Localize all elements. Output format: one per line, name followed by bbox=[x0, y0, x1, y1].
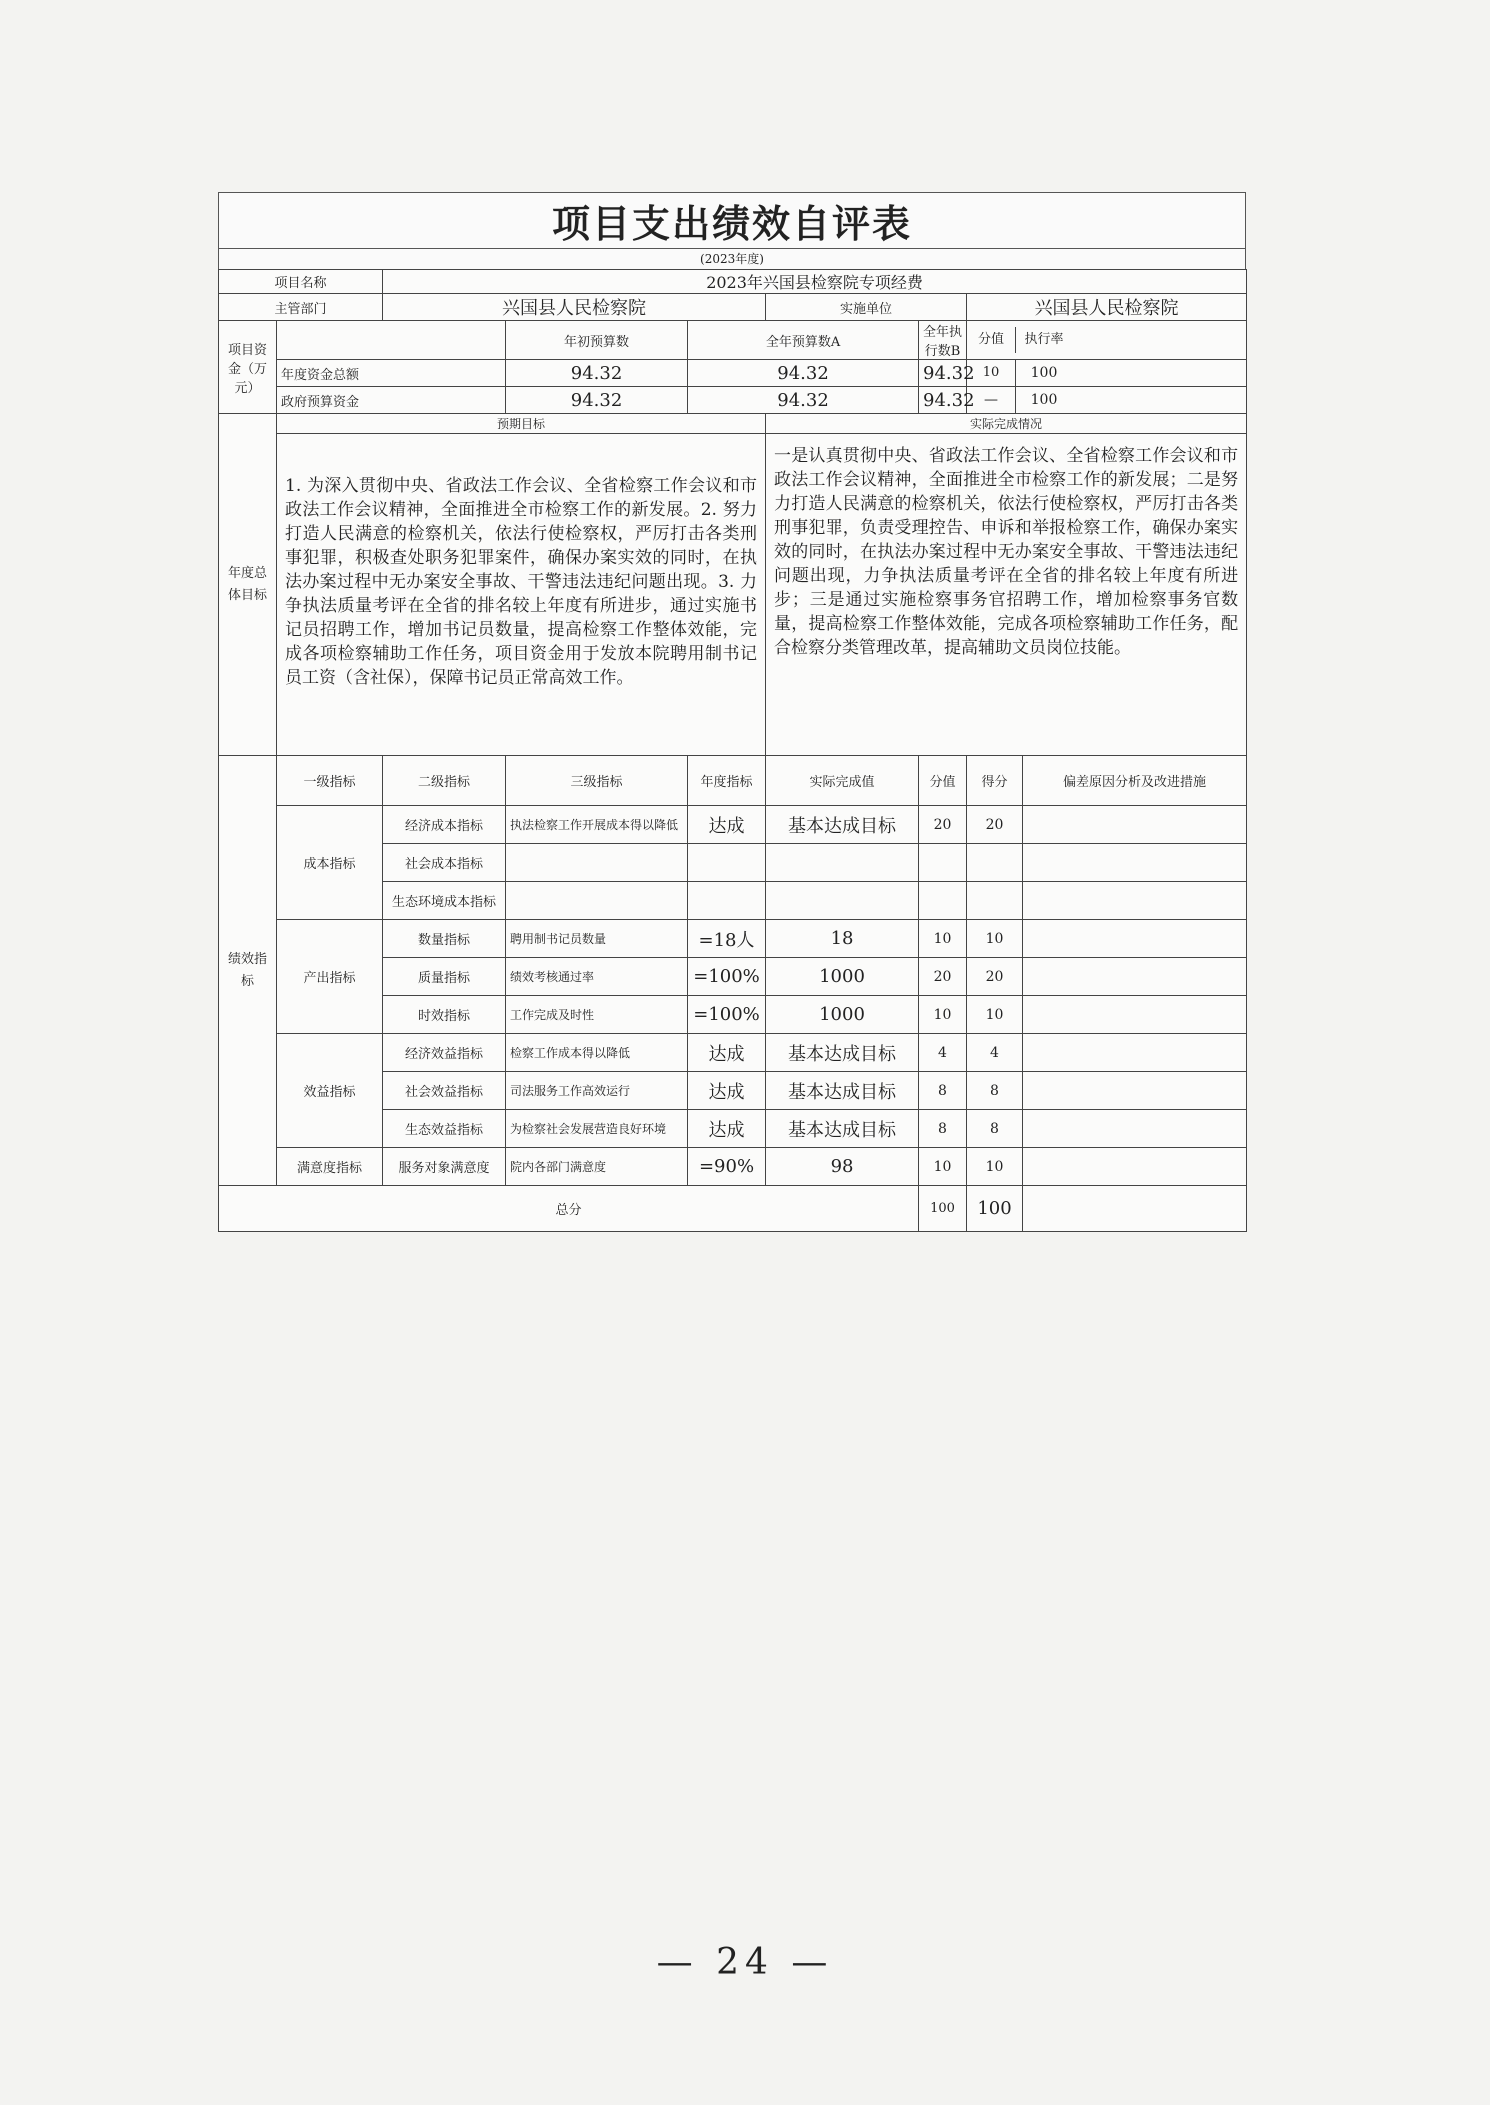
evaluation-form bbox=[218, 192, 1246, 1232]
score-cell: 20 bbox=[967, 806, 1023, 844]
funds-row-annual: 94.32 bbox=[688, 387, 919, 414]
impl-label: 实施单位 bbox=[766, 294, 967, 321]
form-table bbox=[218, 269, 1247, 1232]
dept-value: 兴国县人民检察院 bbox=[383, 294, 766, 321]
weight-cell: 20 bbox=[919, 806, 967, 844]
funds-row bbox=[219, 360, 1247, 387]
funds-row-executed: 94.32 bbox=[919, 387, 967, 414]
header-actual: 实际完成值 bbox=[766, 756, 919, 806]
funds-row-rate: 100 bbox=[1030, 392, 1058, 408]
indicator-row bbox=[219, 1034, 1247, 1072]
title-box bbox=[218, 192, 1246, 248]
funds-row-weight: — bbox=[967, 387, 1016, 413]
l3-cell: 工作完成及时性 bbox=[506, 996, 688, 1034]
target-cell bbox=[688, 844, 766, 882]
funds-row-name: 年度资金总额 bbox=[277, 360, 506, 387]
indicator-row bbox=[219, 1148, 1247, 1186]
score-cell: 10 bbox=[967, 1148, 1023, 1186]
group-satisfaction: 满意度指标 bbox=[277, 1148, 383, 1186]
score-cell: 10 bbox=[967, 996, 1023, 1034]
l2-cell: 经济效益指标 bbox=[383, 1034, 506, 1072]
actual-cell: 基本达成目标 bbox=[766, 1110, 919, 1148]
l2-cell: 生态环境成本指标 bbox=[383, 882, 506, 920]
weight-cell: 4 bbox=[919, 1034, 967, 1072]
weight-cell bbox=[919, 844, 967, 882]
score-cell: 4 bbox=[967, 1034, 1023, 1072]
funds-row-split bbox=[967, 387, 1247, 414]
weight-cell: 20 bbox=[919, 958, 967, 996]
group-benefit: 效益指标 bbox=[277, 1034, 383, 1148]
project-name-label: 项目名称 bbox=[219, 270, 383, 294]
score-cell bbox=[967, 844, 1023, 882]
funds-row-split bbox=[967, 360, 1247, 387]
header-reason: 偏差原因分析及改进措施 bbox=[1023, 756, 1247, 806]
l3-cell: 执法检察工作开展成本得以降低 bbox=[506, 806, 688, 844]
expected-header: 预期目标 bbox=[277, 414, 766, 434]
page-number: — 24 — bbox=[656, 1942, 834, 1983]
total-score: 100 bbox=[967, 1186, 1023, 1232]
funds-row-executed: 94.32 bbox=[919, 360, 967, 387]
funds-row-weight: 10 bbox=[967, 360, 1016, 386]
reason-cell bbox=[1023, 844, 1247, 882]
goals-row bbox=[219, 434, 1247, 756]
page-title: 项目支出绩效自评表 bbox=[551, 202, 912, 246]
weight-cell: 10 bbox=[919, 1148, 967, 1186]
actual-header: 实际完成情况 bbox=[766, 414, 1247, 434]
header-l3: 三级指标 bbox=[506, 756, 688, 806]
total-weight: 100 bbox=[919, 1186, 967, 1232]
header-l1: 一级指标 bbox=[277, 756, 383, 806]
indicator-row bbox=[219, 806, 1247, 844]
reason-cell bbox=[1023, 1072, 1247, 1110]
funds-header-annual: 全年预算数A bbox=[688, 321, 919, 360]
l3-cell bbox=[506, 844, 688, 882]
header-weight: 分值 bbox=[919, 756, 967, 806]
expected-goal-text: 1. 为深入贯彻中央、省政法工作会议、全省检察工作会议和市政法工作会议精神，全面推进全市检察工作的新发展。2. 努力打造人民满意的检察机关，依法行使检察权，严厉打击各类刑事犯罪，积极查处职务犯罪案件，确保办案实效的同时，在执法办案过程中无办案安全事故、干警违法违纪问题出现。3. 力争执法质量考评在全省的排名较上年度有所进步，通过实施书记员招聘工作，增加书记员数量，提高检察工作整体效能，完成各项检察辅助工作任务，项目资金用于发放本院聘用制书记员工资（含社保），保障书记员正常高效工作。 bbox=[277, 434, 766, 756]
header-l2: 二级指标 bbox=[383, 756, 506, 806]
l2-cell: 经济成本指标 bbox=[383, 806, 506, 844]
reason-cell bbox=[1023, 1110, 1247, 1148]
funds-header-row bbox=[219, 321, 1247, 360]
total-reason bbox=[1023, 1186, 1247, 1232]
target-cell: =100% bbox=[688, 958, 766, 996]
funds-row-initial: 94.32 bbox=[506, 387, 688, 414]
l2-cell: 生态效益指标 bbox=[383, 1110, 506, 1148]
target-cell: =18人 bbox=[688, 920, 766, 958]
l2-cell: 数量指标 bbox=[383, 920, 506, 958]
indicator-row bbox=[219, 920, 1247, 958]
weight-cell: 10 bbox=[919, 996, 967, 1034]
score-cell: 20 bbox=[967, 958, 1023, 996]
actual-cell: 基本达成目标 bbox=[766, 1034, 919, 1072]
weight-cell: 10 bbox=[919, 920, 967, 958]
reason-cell bbox=[1023, 996, 1247, 1034]
total-label: 总分 bbox=[219, 1186, 919, 1232]
score-cell bbox=[967, 882, 1023, 920]
target-cell: =100% bbox=[688, 996, 766, 1034]
score-cell: 10 bbox=[967, 920, 1023, 958]
target-cell: 达成 bbox=[688, 806, 766, 844]
score-cell: 8 bbox=[967, 1110, 1023, 1148]
impl-value: 兴国县人民检察院 bbox=[967, 294, 1247, 321]
reason-cell bbox=[1023, 882, 1247, 920]
target-cell bbox=[688, 882, 766, 920]
funds-header-split bbox=[967, 321, 1247, 360]
l3-cell: 检察工作成本得以降低 bbox=[506, 1034, 688, 1072]
total-row bbox=[219, 1186, 1247, 1232]
goals-header-row bbox=[219, 414, 1247, 434]
l2-cell: 服务对象满意度 bbox=[383, 1148, 506, 1186]
l3-cell: 绩效考核通过率 bbox=[506, 958, 688, 996]
actual-cell: 基本达成目标 bbox=[766, 806, 919, 844]
l2-cell: 社会成本指标 bbox=[383, 844, 506, 882]
weight-cell bbox=[919, 882, 967, 920]
funds-row-annual: 94.32 bbox=[688, 360, 919, 387]
funds-header-initial: 年初预算数 bbox=[506, 321, 688, 360]
actual-result-text: 一是认真贯彻中央、省政法工作会议、全省检察工作会议和市政法工作会议精神，全面推进全市检察工作的新发展；二是努力打造人民满意的检察机关，依法行使检察权，严厉打击各类刑事犯罪，负责受理控告、申诉和举报检察工作，确保办案实效的同时，在执法办案过程中无办案安全事故、干警违法违纪问题出现，力争执法质量考评在全省的排名较上年度有所进步；三是通过实施检察事务官招聘工作，增加检察事务官数量，提高检察工作整体效能，完成各项检察辅助工作任务，配合检察分类管理改革，提高辅助文员岗位技能。 bbox=[766, 434, 1247, 756]
group-output: 产出指标 bbox=[277, 920, 383, 1034]
reason-cell bbox=[1023, 1148, 1247, 1186]
funds-header-blank bbox=[277, 321, 506, 360]
year-label: (2023年度) bbox=[218, 248, 1246, 269]
actual-cell bbox=[766, 882, 919, 920]
goals-label: 年度总体目标 bbox=[219, 414, 277, 756]
reason-cell bbox=[1023, 1034, 1247, 1072]
target-cell: 达成 bbox=[688, 1034, 766, 1072]
funds-row-initial: 94.32 bbox=[506, 360, 688, 387]
actual-cell bbox=[766, 844, 919, 882]
header-score: 得分 bbox=[967, 756, 1023, 806]
project-name-value: 2023年兴国县检察院专项经费 bbox=[383, 270, 1247, 294]
l3-cell: 聘用制书记员数量 bbox=[506, 920, 688, 958]
funds-row-name: 政府预算资金 bbox=[277, 387, 506, 414]
score-cell: 8 bbox=[967, 1072, 1023, 1110]
l2-cell: 时效指标 bbox=[383, 996, 506, 1034]
actual-cell: 1000 bbox=[766, 958, 919, 996]
reason-cell bbox=[1023, 958, 1247, 996]
indicators-label: 绩效指标 bbox=[219, 756, 277, 1186]
dept-row bbox=[219, 294, 1247, 321]
l3-cell bbox=[506, 882, 688, 920]
group-cost: 成本指标 bbox=[277, 806, 383, 920]
weight-cell: 8 bbox=[919, 1110, 967, 1148]
l2-cell: 社会效益指标 bbox=[383, 1072, 506, 1110]
target-cell: =90% bbox=[688, 1148, 766, 1186]
target-cell: 达成 bbox=[688, 1110, 766, 1148]
funds-row bbox=[219, 387, 1247, 414]
weight-cell: 8 bbox=[919, 1072, 967, 1110]
actual-cell: 98 bbox=[766, 1148, 919, 1186]
reason-cell bbox=[1023, 920, 1247, 958]
l3-cell: 司法服务工作高效运行 bbox=[506, 1072, 688, 1110]
project-name-row bbox=[219, 270, 1247, 294]
funds-label: 项目资金（万元） bbox=[219, 321, 277, 414]
l3-cell: 为检察社会发展营造良好环境 bbox=[506, 1110, 688, 1148]
reason-cell bbox=[1023, 806, 1247, 844]
dept-label: 主管部门 bbox=[219, 294, 383, 321]
actual-cell: 18 bbox=[766, 920, 919, 958]
funds-header-rate: 执行率 bbox=[1024, 332, 1064, 347]
header-target: 年度指标 bbox=[688, 756, 766, 806]
target-cell: 达成 bbox=[688, 1072, 766, 1110]
l3-cell: 院内各部门满意度 bbox=[506, 1148, 688, 1186]
actual-cell: 基本达成目标 bbox=[766, 1072, 919, 1110]
l2-cell: 质量指标 bbox=[383, 958, 506, 996]
funds-header-weight: 分值 bbox=[967, 327, 1016, 353]
indicator-header-row bbox=[219, 756, 1247, 806]
actual-cell: 1000 bbox=[766, 996, 919, 1034]
funds-row-rate: 100 bbox=[1030, 365, 1058, 381]
funds-header-executed: 全年执行数B bbox=[919, 321, 967, 360]
